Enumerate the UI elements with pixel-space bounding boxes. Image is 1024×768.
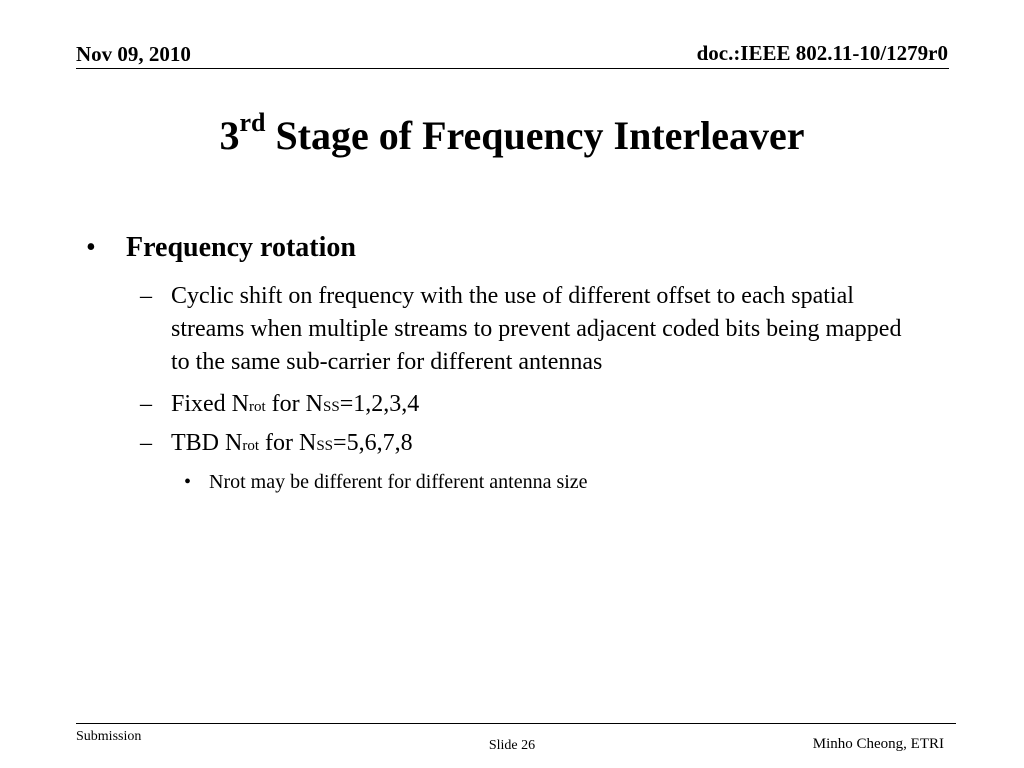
sub-bullet-text — [171, 427, 916, 463]
dash-glyph: – — [140, 391, 152, 417]
title-text: Stage of Frequency Interleaver — [275, 113, 805, 158]
header-date: Nov 09, 2010 — [76, 42, 191, 66]
item3-prefix: TBD N — [171, 430, 243, 456]
title-number: 3 — [219, 113, 240, 158]
item2-prefix: Fixed N — [171, 391, 249, 417]
bullet-heading-text: Frequency rotation — [126, 232, 356, 263]
item3-sub-ss: SS — [316, 438, 334, 454]
title-superscript: rd — [239, 107, 266, 137]
item3-middle: for N — [259, 430, 317, 456]
item3-sub-rot: rot — [242, 438, 260, 454]
dash-glyph: – — [140, 430, 152, 456]
footer-divider — [76, 723, 956, 724]
item2-sub-rot: rot — [249, 399, 266, 415]
item2-sub-ss: SS — [323, 399, 340, 415]
sub-bullet-text: Cyclic shift on frequency with the use of different offset to each spatial streams when multiple streams to prevent adjacent coded bits being mapped to the same sub-carrier for different antennas — [171, 283, 902, 375]
dash-glyph: – — [140, 283, 152, 309]
item3-suffix: =5,6,7,8 — [333, 430, 413, 456]
bullet-glyph: • — [86, 232, 96, 263]
header-doc-id: doc.:IEEE 802.11-10/1279r0 — [696, 41, 948, 65]
item2-suffix: =1,2,3,4 — [339, 391, 420, 417]
footer-submission: Submission — [76, 729, 142, 744]
bullet-glyph: • — [184, 471, 192, 493]
item2-middle: for N — [265, 391, 323, 417]
sub-sub-bullet-text: Nrot may be different for different antenna size — [209, 471, 588, 493]
footer-slide-number: Slide 26 — [488, 738, 536, 753]
sub-bullet-text — [171, 388, 916, 424]
footer-author: Minho Cheong, ETRI — [812, 736, 944, 752]
